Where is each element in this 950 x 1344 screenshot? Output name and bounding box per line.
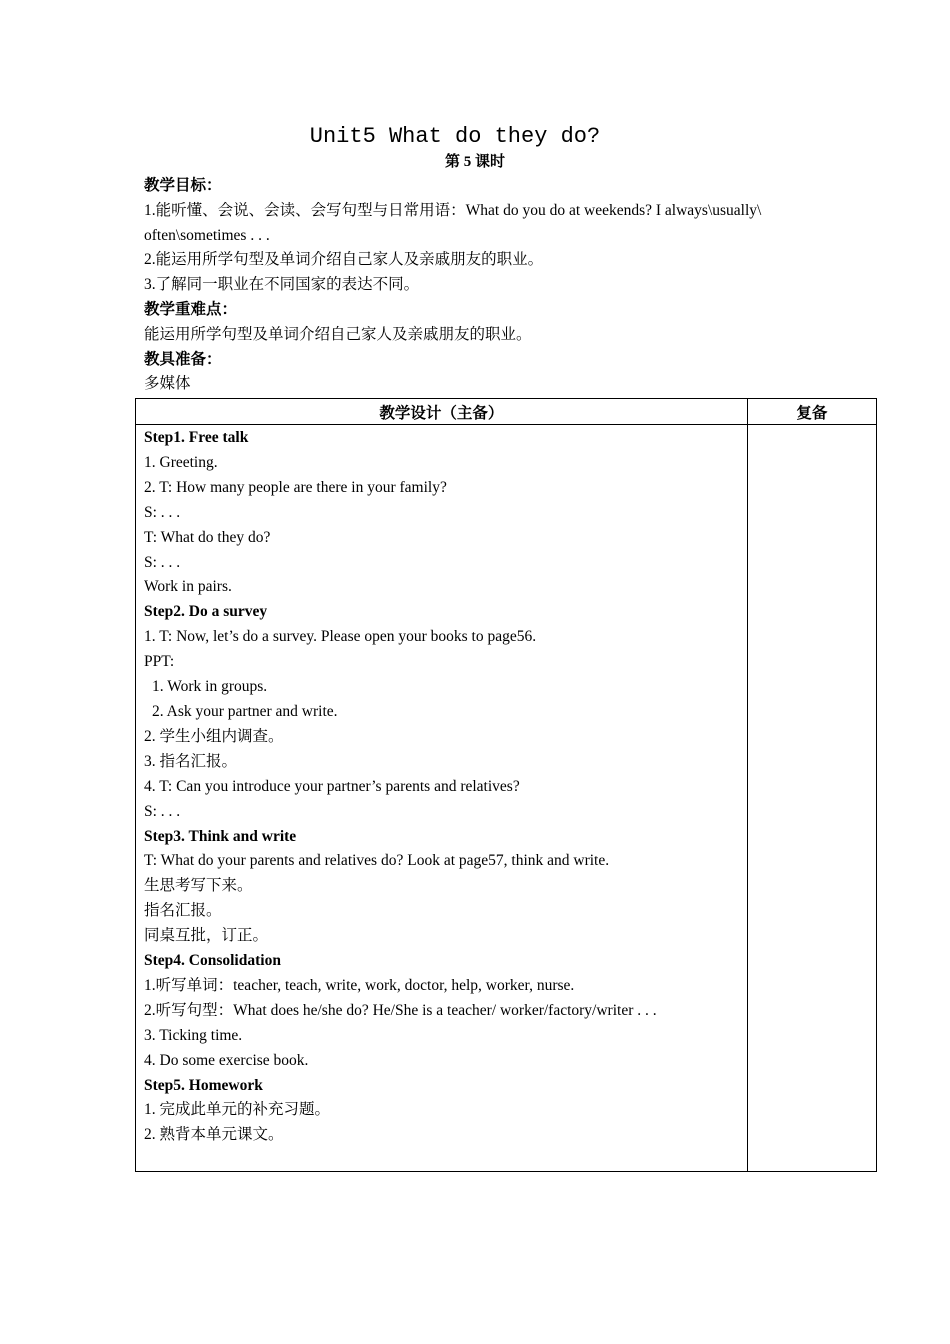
materials-text: 多媒体	[144, 375, 191, 393]
objectives-heading: 教学目标：	[144, 177, 222, 194]
step-line: 2. 学生小组内调查。	[144, 727, 284, 745]
step-line: S: . . .	[144, 802, 181, 820]
step-line: 指名汇报。	[144, 902, 222, 920]
step-line: 2. T: How many people are there in your family?	[144, 478, 447, 496]
step-line: 1. T: Now, let’s do a survey. Please open your books to page56.	[144, 628, 537, 646]
step-line: 4. T: Can you introduce your partner’s parents and relatives?	[144, 777, 520, 795]
step-line: 4. Do some exercise book.	[144, 1051, 309, 1069]
lesson-design-table	[135, 398, 877, 1172]
step-line: T: What do they do?	[144, 528, 271, 546]
step-line: 1. Greeting.	[144, 453, 218, 471]
step-line: 3. 指名汇报。	[144, 752, 238, 770]
table-body-row	[136, 425, 877, 1172]
step-title: Step5. Homework	[144, 1076, 263, 1094]
table-header-row	[136, 399, 877, 425]
key-points-text: 能运用所学句型及单词介绍自己家人及亲戚朋友的职业。	[144, 325, 532, 343]
step-line: 1.听写单词：teacher, teach, write, work, doctor, help, worker, nurse.	[144, 976, 575, 994]
objective-line: 1.能听懂、会说、会读、会写句型与日常用语：What do you do at weekends? I always\usually\	[144, 201, 762, 219]
step-line: 2. Ask your partner and write.	[152, 702, 338, 720]
step-line: T: What do your parents and relatives do? Look at page57, think and write.	[144, 852, 610, 870]
step-title: Step2. Do a survey	[144, 603, 268, 621]
step-line: 2. 熟背本单元课文。	[144, 1126, 284, 1144]
lesson-number: 第 5 课时	[444, 154, 505, 170]
step-title: Step1. Free talk	[144, 429, 249, 446]
revision-cell	[747, 425, 876, 1172]
materials-heading: 教具准备：	[144, 350, 222, 368]
step-line: 2.听写句型：What does he/she do? He/She is a teacher/ worker/factory/writer . . .	[144, 1001, 657, 1019]
objective-line: 2.能运用所学句型及单词介绍自己家人及亲戚朋友的职业。	[144, 251, 544, 269]
step-line: S: . . .	[144, 503, 181, 521]
step-title: Step4. Consolidation	[144, 952, 281, 970]
step-line: Work in pairs.	[144, 578, 232, 596]
page-title: Unit5 What do they do?	[309, 124, 601, 149]
design-cell	[136, 425, 748, 1172]
design-content	[144, 425, 747, 1148]
key-points-heading: 教学重难点：	[144, 300, 238, 318]
step-line: 1. Work in groups.	[152, 678, 268, 696]
objective-line: often\sometimes . . .	[144, 226, 270, 244]
step-line: 3. Ticking time.	[144, 1026, 243, 1044]
step-line: 生思考写下来。	[144, 877, 253, 895]
step-line: S: . . .	[144, 553, 181, 571]
step-line: 同桌互批，订正。	[144, 927, 269, 945]
header-main-design: 教学设计（主备）	[136, 399, 748, 425]
objective-line: 3.了解同一职业在不同国家的表达不同。	[144, 276, 420, 294]
step-title: Step3. Think and write	[144, 827, 297, 845]
step-line: PPT:	[144, 653, 175, 671]
lesson-intro	[144, 174, 824, 397]
header-revision: 复备	[747, 399, 876, 425]
step-line: 1. 完成此单元的补充习题。	[144, 1101, 331, 1119]
